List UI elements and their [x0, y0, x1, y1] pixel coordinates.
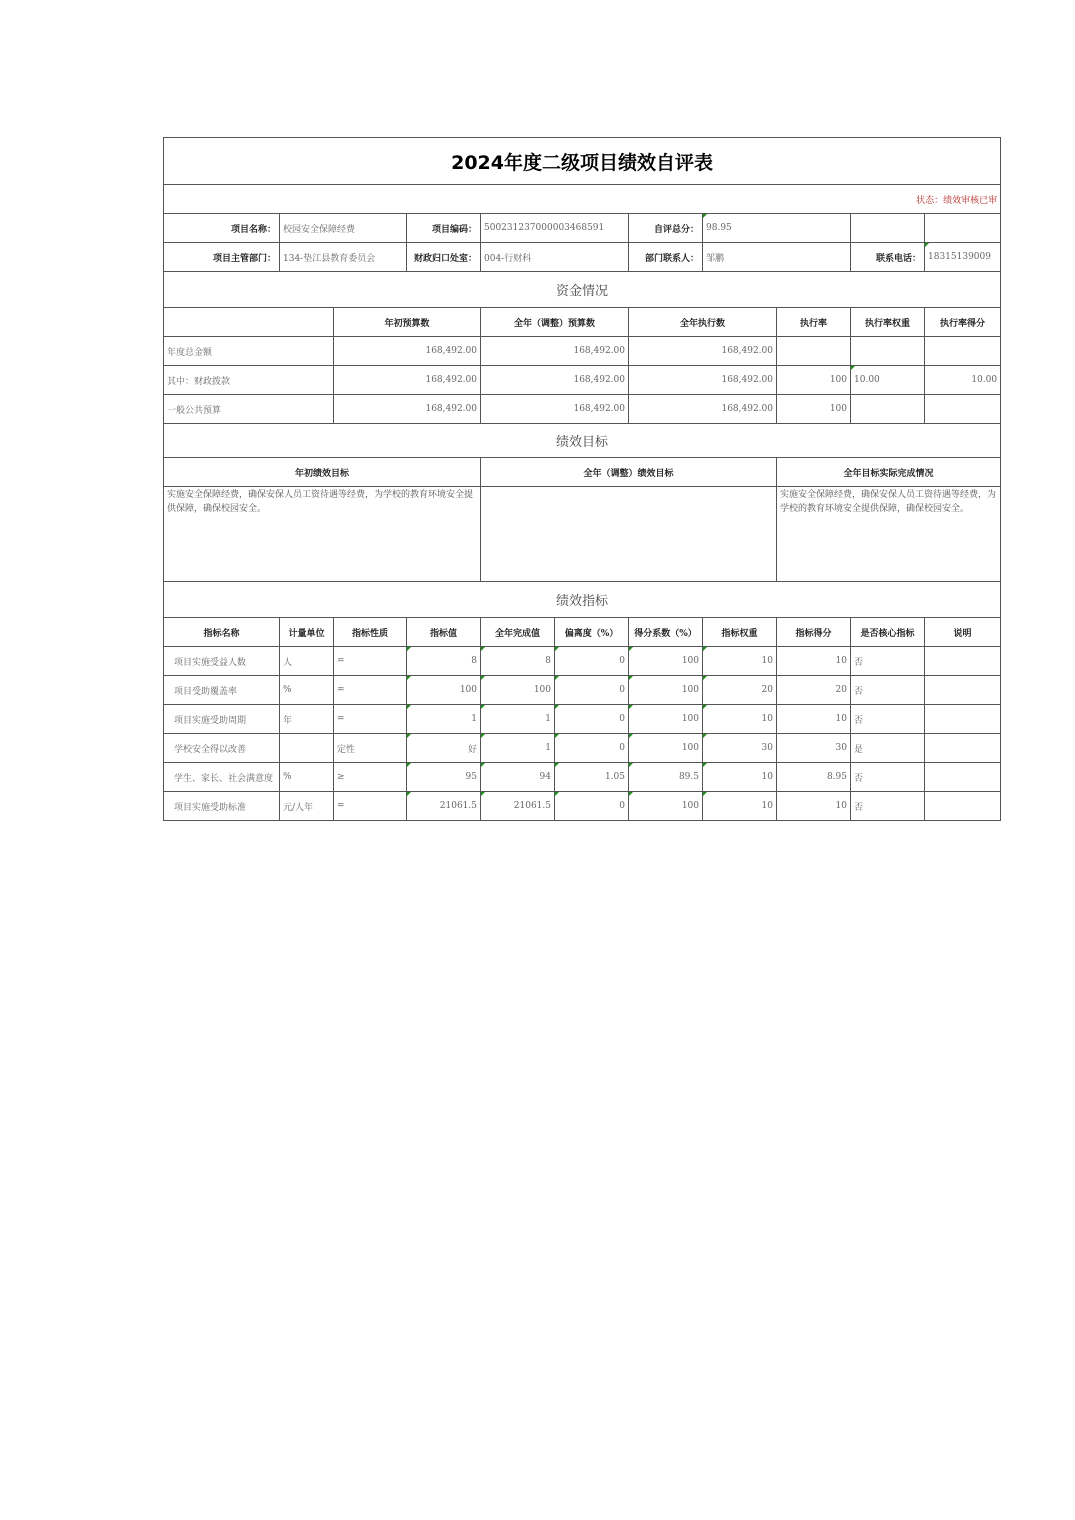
goals-section-title: 绩效目标	[164, 424, 1001, 458]
actual-completion-text: 实施安全保障经费，确保安保人员工资待遇等经费，为学校的教育环境安全提供保障，确保校园安全。	[777, 487, 1001, 582]
indicator-deviation: 0	[555, 676, 629, 705]
table-row	[164, 792, 1001, 821]
indicator-coefficient: 100	[629, 734, 703, 763]
indicator-note	[925, 792, 1001, 821]
indicator-core: 是	[851, 734, 925, 763]
indicator-name: 学校安全得以改善	[164, 734, 280, 763]
indicator-target: 100	[407, 676, 481, 705]
table-row	[164, 705, 1001, 734]
initial-goal-text: 实施安全保障经费，确保安保人员工资待遇等经费，为学校的教育环境安全提供保障，确保校园安全。	[164, 487, 481, 582]
column-header: 全年执行数	[629, 308, 777, 337]
project-name-label: 项目名称：	[164, 214, 280, 243]
column-header: 指标值	[407, 618, 481, 647]
column-header: 指标性质	[334, 618, 407, 647]
indicator-target: 好	[407, 734, 481, 763]
indicator-unit	[280, 734, 334, 763]
indicator-target: 8	[407, 647, 481, 676]
table-row	[164, 395, 1001, 424]
fund-executed: 168,492.00	[629, 366, 777, 395]
column-header: 全年完成值	[481, 618, 555, 647]
info-row	[164, 214, 1001, 243]
indicator-actual: 100	[481, 676, 555, 705]
indicator-core: 否	[851, 647, 925, 676]
indicator-unit: 人	[280, 647, 334, 676]
indicator-deviation: 1.05	[555, 763, 629, 792]
indicator-score: 10	[777, 647, 851, 676]
indicator-coefficient: 100	[629, 676, 703, 705]
indicator-actual: 8	[481, 647, 555, 676]
funds-section-title: 资金情况	[164, 272, 1001, 308]
dept-label: 项目主管部门：	[164, 243, 280, 272]
indicator-weight: 10	[703, 763, 777, 792]
indicator-deviation: 0	[555, 705, 629, 734]
table-row	[164, 734, 1001, 763]
column-header: 年初预算数	[334, 308, 481, 337]
indicator-unit: 元/人年	[280, 792, 334, 821]
adjusted-goal-text	[481, 487, 777, 582]
table-row	[164, 647, 1001, 676]
fund-name: 年度总金额	[164, 337, 334, 366]
indicator-name: 项目实施受益人数	[164, 647, 280, 676]
status-badge: 状态：绩效审核已审	[164, 185, 1001, 214]
indicator-coefficient: 100	[629, 647, 703, 676]
indicator-unit: 年	[280, 705, 334, 734]
indicator-actual: 1	[481, 734, 555, 763]
contact-value: 邹鹏	[703, 243, 851, 272]
indicator-score: 10	[777, 792, 851, 821]
indicator-core: 否	[851, 705, 925, 734]
finance-value: 004-行财科	[481, 243, 629, 272]
fund-score	[925, 395, 1001, 424]
indicator-name: 项目受助覆盖率	[164, 676, 280, 705]
fund-initial: 168,492.00	[334, 337, 481, 366]
page-title: 2024年度二级项目绩效自评表	[164, 138, 1001, 185]
column-header: 偏离度（%）	[555, 618, 629, 647]
indicator-deviation: 0	[555, 734, 629, 763]
fund-rate	[777, 337, 851, 366]
indicator-nature: 定性	[334, 734, 407, 763]
phone-label: 联系电话：	[851, 243, 925, 272]
project-name-value: 校园安全保障经费	[280, 214, 407, 243]
indicator-weight: 10	[703, 792, 777, 821]
column-header: 全年目标实际完成情况	[777, 458, 1001, 487]
indicator-coefficient: 100	[629, 705, 703, 734]
indicator-note	[925, 676, 1001, 705]
column-header: 计量单位	[280, 618, 334, 647]
table-row	[164, 676, 1001, 705]
indicator-note	[925, 763, 1001, 792]
self-score-value: 98.95	[703, 214, 851, 243]
indicator-weight: 10	[703, 647, 777, 676]
indicator-target: 95	[407, 763, 481, 792]
table-row	[164, 763, 1001, 792]
indicator-coefficient: 100	[629, 792, 703, 821]
indicator-note	[925, 647, 1001, 676]
fund-rate: 100	[777, 366, 851, 395]
fund-adjusted: 168,492.00	[481, 337, 629, 366]
funds-header-row	[164, 308, 1001, 337]
column-header: 执行率	[777, 308, 851, 337]
fund-name: 一般公共预算	[164, 395, 334, 424]
table-row	[164, 337, 1001, 366]
column-header: 指标权重	[703, 618, 777, 647]
performance-evaluation-table	[163, 137, 1001, 821]
indicator-weight: 30	[703, 734, 777, 763]
fund-initial: 168,492.00	[334, 395, 481, 424]
indicators-header-row	[164, 618, 1001, 647]
indicator-weight: 10	[703, 705, 777, 734]
fund-executed: 168,492.00	[629, 337, 777, 366]
indicator-score: 8.95	[777, 763, 851, 792]
column-header: 全年（调整）绩效目标	[481, 458, 777, 487]
indicator-nature: =	[334, 705, 407, 734]
indicator-deviation: 0	[555, 647, 629, 676]
column-header: 指标得分	[777, 618, 851, 647]
indicator-weight: 20	[703, 676, 777, 705]
indicator-core: 否	[851, 676, 925, 705]
finance-label: 财政归口处室：	[407, 243, 481, 272]
empty-cell	[925, 214, 1001, 243]
project-code-value: 500231237000003468591	[481, 214, 629, 243]
indicator-name: 项目实施受助周期	[164, 705, 280, 734]
fund-rate: 100	[777, 395, 851, 424]
indicator-coefficient: 89.5	[629, 763, 703, 792]
indicator-core: 否	[851, 792, 925, 821]
indicator-nature: =	[334, 792, 407, 821]
fund-weight	[851, 337, 925, 366]
fund-weight: 10.00	[851, 366, 925, 395]
indicator-core: 否	[851, 763, 925, 792]
indicator-note	[925, 705, 1001, 734]
column-header: 得分系数（%）	[629, 618, 703, 647]
column-header: 年初绩效目标	[164, 458, 481, 487]
column-header: 执行率权重	[851, 308, 925, 337]
self-score-label: 自评总分：	[629, 214, 703, 243]
column-header: 说明	[925, 618, 1001, 647]
fund-weight	[851, 395, 925, 424]
indicators-section-title: 绩效指标	[164, 582, 1001, 618]
indicator-nature: =	[334, 647, 407, 676]
fund-executed: 168,492.00	[629, 395, 777, 424]
indicator-actual: 21061.5	[481, 792, 555, 821]
fund-score	[925, 337, 1001, 366]
goals-header-row	[164, 458, 1001, 487]
info-row	[164, 243, 1001, 272]
empty-cell	[164, 308, 334, 337]
indicator-score: 20	[777, 676, 851, 705]
indicator-actual: 94	[481, 763, 555, 792]
indicator-deviation: 0	[555, 792, 629, 821]
table-row	[164, 366, 1001, 395]
fund-score: 10.00	[925, 366, 1001, 395]
column-header: 全年（调整）预算数	[481, 308, 629, 337]
fund-adjusted: 168,492.00	[481, 395, 629, 424]
indicator-score: 10	[777, 705, 851, 734]
fund-name: 其中：财政拨款	[164, 366, 334, 395]
indicator-target: 21061.5	[407, 792, 481, 821]
dept-value: 134-垫江县教育委员会	[280, 243, 407, 272]
fund-adjusted: 168,492.00	[481, 366, 629, 395]
indicator-nature: ≥	[334, 763, 407, 792]
empty-cell	[851, 214, 925, 243]
fund-initial: 168,492.00	[334, 366, 481, 395]
indicator-target: 1	[407, 705, 481, 734]
indicator-name: 项目实施受助标准	[164, 792, 280, 821]
column-header: 执行率得分	[925, 308, 1001, 337]
indicator-nature: =	[334, 676, 407, 705]
indicator-score: 30	[777, 734, 851, 763]
indicator-unit: %	[280, 676, 334, 705]
indicator-actual: 1	[481, 705, 555, 734]
indicator-name: 学生、家长、社会满意度	[164, 763, 280, 792]
column-header: 是否核心指标	[851, 618, 925, 647]
goals-content-row	[164, 487, 1001, 582]
phone-value: 18315139009	[925, 243, 1001, 272]
indicator-unit: %	[280, 763, 334, 792]
project-code-label: 项目编码：	[407, 214, 481, 243]
contact-label: 部门联系人：	[629, 243, 703, 272]
indicator-note	[925, 734, 1001, 763]
column-header: 指标名称	[164, 618, 280, 647]
